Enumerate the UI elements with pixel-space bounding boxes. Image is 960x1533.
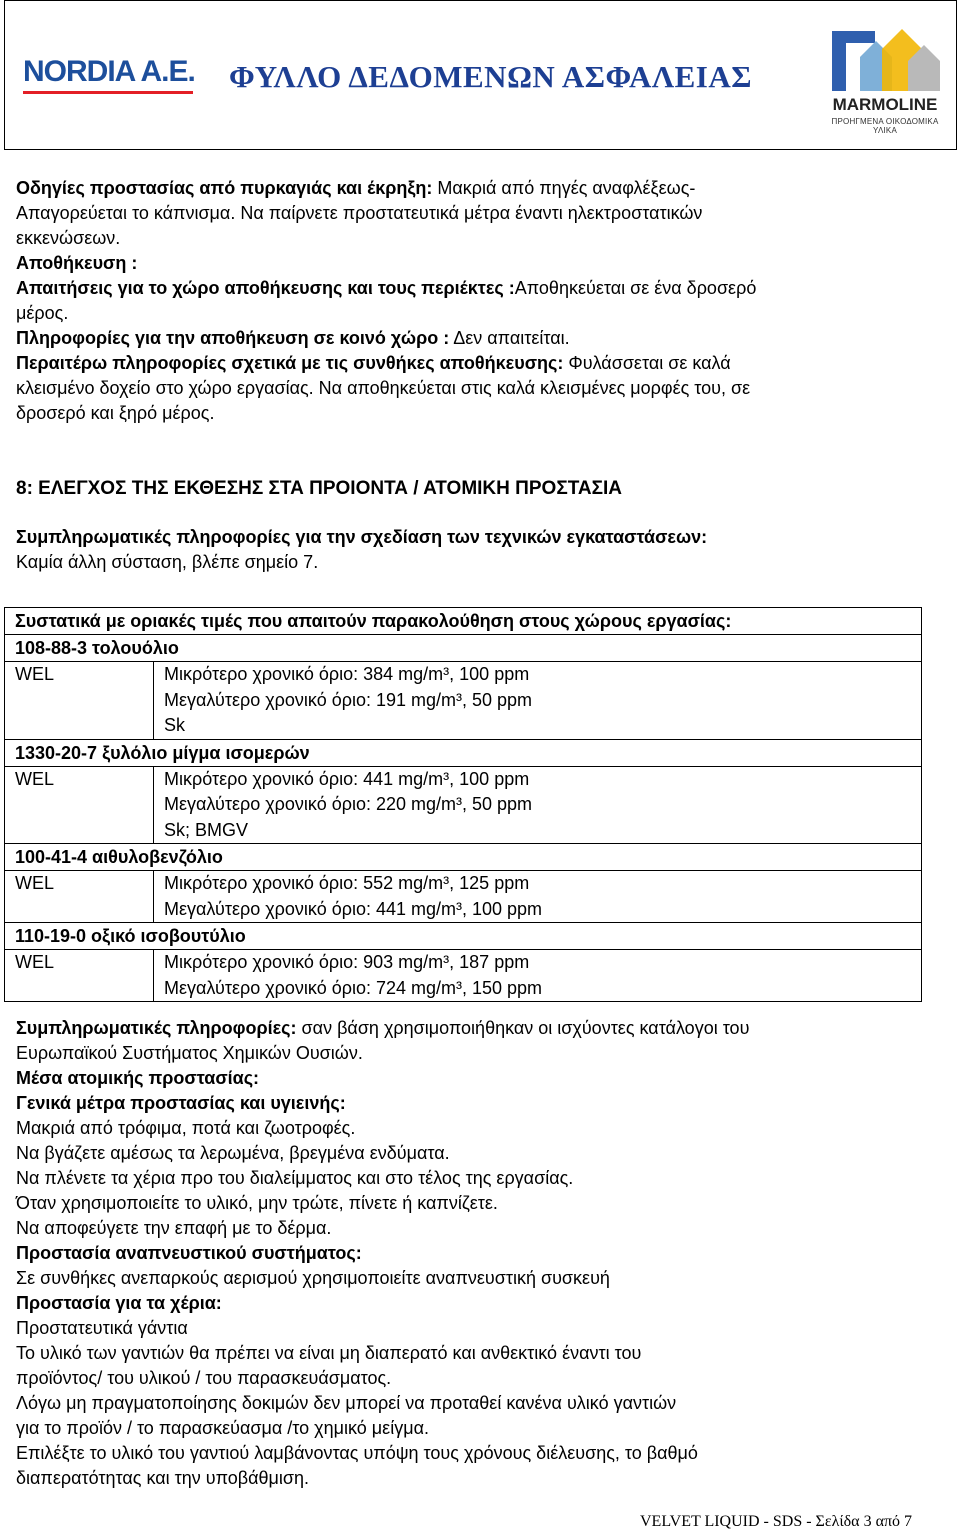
table-title-row xyxy=(5,608,922,635)
page-footer: VELVET LIQUID - SDS - Σελίδα 3 από 7 xyxy=(640,1513,913,1530)
limit-values xyxy=(154,662,922,740)
section-8-heading: 8: ΕΛΕΓΧΟΣ ΤΗΣ ΕΚΘΕΣΗΣ ΣΤΑ ΠΡΟΙΟΝΤΑ / ΑΤΟΜΙΚΗ ΠΡΟΣΤΑΣΙΑ xyxy=(16,478,623,499)
limit-line: Μεγαλύτερο χρονικό όριο: 220 mg/m³, 50 ppm xyxy=(164,794,533,814)
fire-protection-paragraph xyxy=(16,176,936,251)
fire-protection-label: Οδηγίες προστασίας από πυρκαγιάς και έκρηξη: xyxy=(16,178,433,198)
limit-type: WEL xyxy=(5,766,154,844)
substance-limits-row xyxy=(5,950,922,1002)
substance-name-row xyxy=(5,923,922,950)
exposure-limits-table xyxy=(4,607,922,1002)
respiratory-text: Σε συνθήκες ανεπαρκούς αερισμού χρησιμοποιείτε αναπνευστική συσκευή xyxy=(16,1268,610,1288)
marmoline-logo-mark xyxy=(820,21,950,93)
nordia-logo xyxy=(23,53,195,95)
marmoline-logo xyxy=(820,21,950,136)
supplementary-info-text-2: Ευρωπαϊκού Συστήματος Χημικών Ουσιών. xyxy=(16,1043,363,1063)
substance-limits-row xyxy=(5,662,922,740)
further-storage-text-3: δροσερό και ξηρό μέρος. xyxy=(16,403,215,423)
limit-line: Sk xyxy=(164,715,186,735)
hygiene-line: Να πλένετε τα χέρια προ του διαλείμματος και στο τέλος της εργασίας. xyxy=(16,1168,574,1188)
further-storage-label: Περαιτέρω πληροφορίες σχετικά με τις συνθήκες αποθήκευσης: xyxy=(16,353,564,373)
limit-line: Μικρότερο χρονικό όριο: 552 mg/m³, 125 ppm xyxy=(164,873,530,893)
common-storage-text: Δεν απαιτείται. xyxy=(449,328,570,348)
table-title: Συστατικά με οριακές τιμές που απαιτούν παρακολούθηση στους χώρους εργασίας: xyxy=(5,608,922,635)
hands-line: Επιλέξτε το υλικό του γαντιού λαμβάνοντας υπόψη τους χρόνους διέλευσης, το βαθμό xyxy=(16,1443,698,1463)
storage-requirements-text-1: Αποθηκεύεται σε ένα δροσερό xyxy=(514,278,757,298)
further-storage-text-1: Φυλάσσεται σε καλά xyxy=(563,353,731,373)
nordia-logo-text: NORDIA A.E. xyxy=(23,55,195,88)
fire-protection-text-1: Μακριά από πηγές αναφλέξεως- xyxy=(432,178,696,198)
substance-name-row xyxy=(5,844,922,871)
hands-line: προϊόντος/ του υλικού / του παρασκευάσματος. xyxy=(16,1368,392,1388)
further-storage-paragraph xyxy=(16,351,936,426)
limit-type: WEL xyxy=(5,871,154,923)
storage-label: Αποθήκευση : xyxy=(16,253,138,273)
design-info-label: Συμπληρωματικές πληροφορίες για την σχεδίαση των τεχνικών εγκαταστάσεων: xyxy=(16,527,708,547)
design-info-text: Καμία άλλη σύσταση, βλέπε σημείο 7. xyxy=(16,552,319,572)
limit-values xyxy=(154,950,922,1002)
substance-limits-row xyxy=(5,766,922,844)
marmoline-brand-name: MARMOLINE xyxy=(832,95,938,114)
supplementary-info-label: Συμπληρωματικές πληροφορίες: xyxy=(16,1018,297,1038)
marmoline-tagline: ΠΡΟΗΓΜΕΝΑ ΟΙΚΟΔΟΜΙΚΑ ΥΛΙΚΑ xyxy=(831,117,939,135)
supplementary-info-text-1: σαν βάση χρησιμοποιήθηκαν οι ισχύοντες κατάλογοι του xyxy=(296,1018,750,1038)
supplementary-info-paragraph xyxy=(16,1016,936,1066)
common-storage-paragraph xyxy=(16,326,936,351)
limit-type: WEL xyxy=(5,950,154,1002)
substance-name: 1330-20-7 ξυλόλιο μίγμα ισομερών xyxy=(5,739,922,766)
respiratory-label: Προστασία αναπνευστικού συστήματος: xyxy=(16,1243,362,1263)
hygiene-line: Να βγάζετε αμέσως τα λερωμένα, βρεγμένα ενδύματα. xyxy=(16,1143,450,1163)
fire-protection-text-3: εκκενώσεων. xyxy=(16,228,121,248)
hands-line: Το υλικό των γαντιών θα πρέπει να είναι μη διαπερατό και ανθεκτικό έναντι του xyxy=(16,1343,642,1363)
limit-line: Μικρότερο χρονικό όριο: 441 mg/m³, 100 ppm xyxy=(164,768,530,789)
limit-type: WEL xyxy=(5,662,154,740)
hands-line: για το προϊόν / το παρασκεύασμα /το χημικό μείγμα. xyxy=(16,1418,429,1438)
common-storage-label: Πληροφορίες για την αποθήκευση σε κοινό χώρο : xyxy=(16,328,450,348)
substance-limits-row xyxy=(5,871,922,923)
hands-line: Προστατευτικά γάντια xyxy=(16,1318,188,1338)
limit-line: Μεγαλύτερο χρονικό όριο: 441 mg/m³, 100 ppm xyxy=(164,898,543,919)
storage-requirements-paragraph xyxy=(16,276,936,326)
hygiene-line: Να αποφεύγετε την επαφή με το δέρμα. xyxy=(16,1218,332,1238)
limit-line: Μικρότερο χρονικό όριο: 903 mg/m³, 187 ppm xyxy=(164,952,530,972)
document-header xyxy=(4,0,957,150)
limit-line: Μικρότερο χρονικό όριο: 384 mg/m³, 100 ppm xyxy=(164,664,530,684)
limit-values xyxy=(154,871,922,923)
hygiene-line: Όταν χρησιμοποιείτε το υλικό, μην τρώτε, πίνετε ή καπνίζετε. xyxy=(16,1193,498,1213)
section-7-content xyxy=(16,176,936,575)
substance-name-row xyxy=(5,635,922,662)
substance-name: 100-41-4 αιθυλοβενζόλιο xyxy=(5,844,922,871)
substance-name: 110-19-0 οξικό ισοβουτύλιο xyxy=(5,923,922,950)
limit-line: Sk; BMGV xyxy=(164,819,249,840)
substance-name-row xyxy=(5,739,922,766)
nordia-logo-underline xyxy=(23,91,193,94)
storage-requirements-text-2: μέρος. xyxy=(16,303,69,323)
ppe-label: Μέσα ατομικής προστασίας: xyxy=(16,1068,260,1088)
limit-values xyxy=(154,766,922,844)
hygiene-label: Γενικά μέτρα προστασίας και υγιεινής: xyxy=(16,1093,346,1113)
substance-name: 108-88-3 τολουόλιο xyxy=(5,635,922,662)
hands-line: Λόγω μη πραγματοποίησης δοκιμών δεν μπορεί να προταθεί κανένα υλικό γαντιών xyxy=(16,1393,677,1413)
document-title: ΦΥΛΛΟ ΔΕΔΟΜΕΝΩΝ ΑΣΦΑΛΕΙΑΣ xyxy=(229,59,752,94)
limit-line: Μεγαλύτερο χρονικό όριο: 724 mg/m³, 150 ppm xyxy=(164,977,543,998)
hygiene-line: Μακριά από τρόφιμα, ποτά και ζωοτροφές. xyxy=(16,1118,356,1138)
hands-label: Προστασία για τα χέρια: xyxy=(16,1293,222,1313)
storage-requirements-label: Απαιτήσεις για το χώρο αποθήκευσης και τους περιέκτες : xyxy=(16,278,515,298)
section-8-content xyxy=(16,1016,936,1491)
fire-protection-text-2: Απαγορεύεται το κάπνισμα. Να παίρνετε προστατευτικά μέτρα έναντι ηλεκτροστατικών xyxy=(16,203,703,223)
hands-line: διαπερατότητας και την υποβάθμιση. xyxy=(16,1468,310,1488)
limit-line: Μεγαλύτερο χρονικό όριο: 191 mg/m³, 50 ppm xyxy=(164,689,533,710)
further-storage-text-2: κλεισμένο δοχείο στο χώρο εργασίας. Να αποθηκεύεται στις καλά κλεισμένες μορφές του, σε xyxy=(16,378,751,398)
